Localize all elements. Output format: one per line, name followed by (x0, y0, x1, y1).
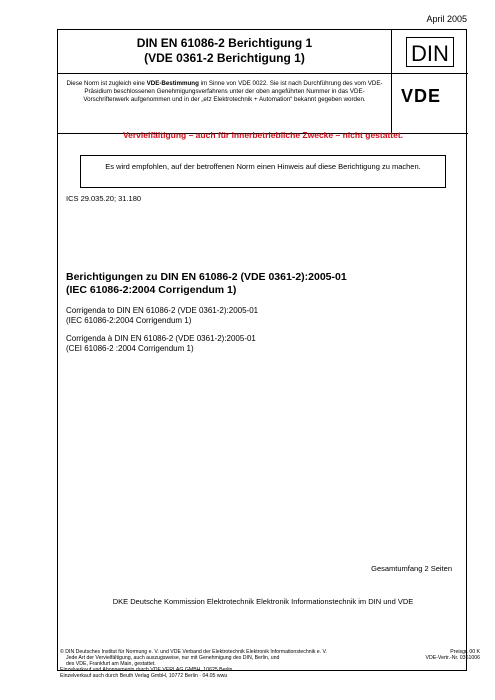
total-pages: Gesamtumfang 2 Seiten (371, 564, 452, 573)
notice-prefix: Diese Norm ist zugleich eine (66, 80, 147, 87)
footer-line: Einzelverkauf und Abonnements durch VDE VERLAG GMBH, 10625 Berlin (60, 667, 233, 673)
main-title-block (66, 271, 461, 354)
footer-line: des VDE, Frankfurt am Main, gestattet. (66, 661, 156, 667)
footer-copyright (60, 649, 390, 679)
document-frame (57, 29, 467, 671)
issue-date: April 2005 (426, 14, 467, 24)
footer-line: © DIN Deutsches Institut für Normung e. V. und VDE Verband der Elektrotechnik Elektronik Informationstechnik e. V. (60, 649, 327, 655)
dke-line: DKE Deutsche Kommission Elektrotechnik Elektronik Informationstechnik im DIN und VDE (112, 597, 414, 606)
din-logo-cell (392, 30, 468, 74)
german-title-line1: Berichtigungen zu DIN EN 61086-2 (VDE 0361-2):2005-01 (66, 271, 347, 283)
copy-warning: Vervielfältigung – auch für innerbetriebliche Zwecke – nicht gestattet. (122, 130, 404, 140)
footer-line: Jede Art der Vervielfältigung, auch auszugsweise, nur mit Genehmigung des DIN, Berlin, und (66, 655, 280, 661)
french-title-line1: Corrigenda à DIN EN 61086-2 (VDE 0361-2):2005-01 (66, 334, 256, 343)
footer-line: Einzelverkauf auch durch Beuth Verlag GmbH, 10772 Berlin · 04.05 wwu (60, 673, 228, 679)
vde-notice (58, 74, 392, 134)
svg-text:DIN: DIN (411, 41, 449, 66)
english-title-line1: Corrigenda to DIN EN 61086-2 (VDE 0361-2):2005-01 (66, 306, 259, 315)
document-title-line1: DIN EN 61086-2 Berichtigung 1 (136, 36, 313, 50)
footer-right (400, 649, 480, 661)
hint-box: Es wird empfohlen, auf der betroffenen Norm einen Hinweis auf diese Berichtigung zu machen. (80, 155, 446, 188)
vde-logo-cell (392, 74, 468, 134)
french-title-line2: (CEI 61086-2 :2004 Corrigendum 1) (66, 344, 194, 353)
price-group: Preisgr. 00 K (450, 649, 480, 655)
document-title-line2: (VDE 0361-2 Berichtigung 1) (144, 51, 305, 65)
order-number: VDE-Vertr.-Nr. 0361006 (425, 655, 480, 661)
english-title-line2: (IEC 61086-2:2004 Corrigendum 1) (66, 316, 192, 325)
title-cell (58, 30, 392, 74)
din-logo (406, 37, 454, 67)
ics-code: ICS 29.035.20; 31.180 (66, 194, 142, 203)
notice-bold: VDE-Bestimmung (146, 80, 199, 87)
notice-suffix: im Sinne von VDE 0022. Sie ist nach Durchführung des vom VDE-Präsidium beschlossenen Genehmigungsverfahrens unter der oben angeführten Nummer in das VDE-Vorschriftenwerk aufgenommen und in der „etz Elektrotechnik + Automation“ bekannt gegeben worden. (83, 80, 383, 103)
german-title-line2: (IEC 61086-2:2004 Corrigendum 1) (66, 284, 237, 296)
vde-logo: VDE (401, 86, 442, 106)
